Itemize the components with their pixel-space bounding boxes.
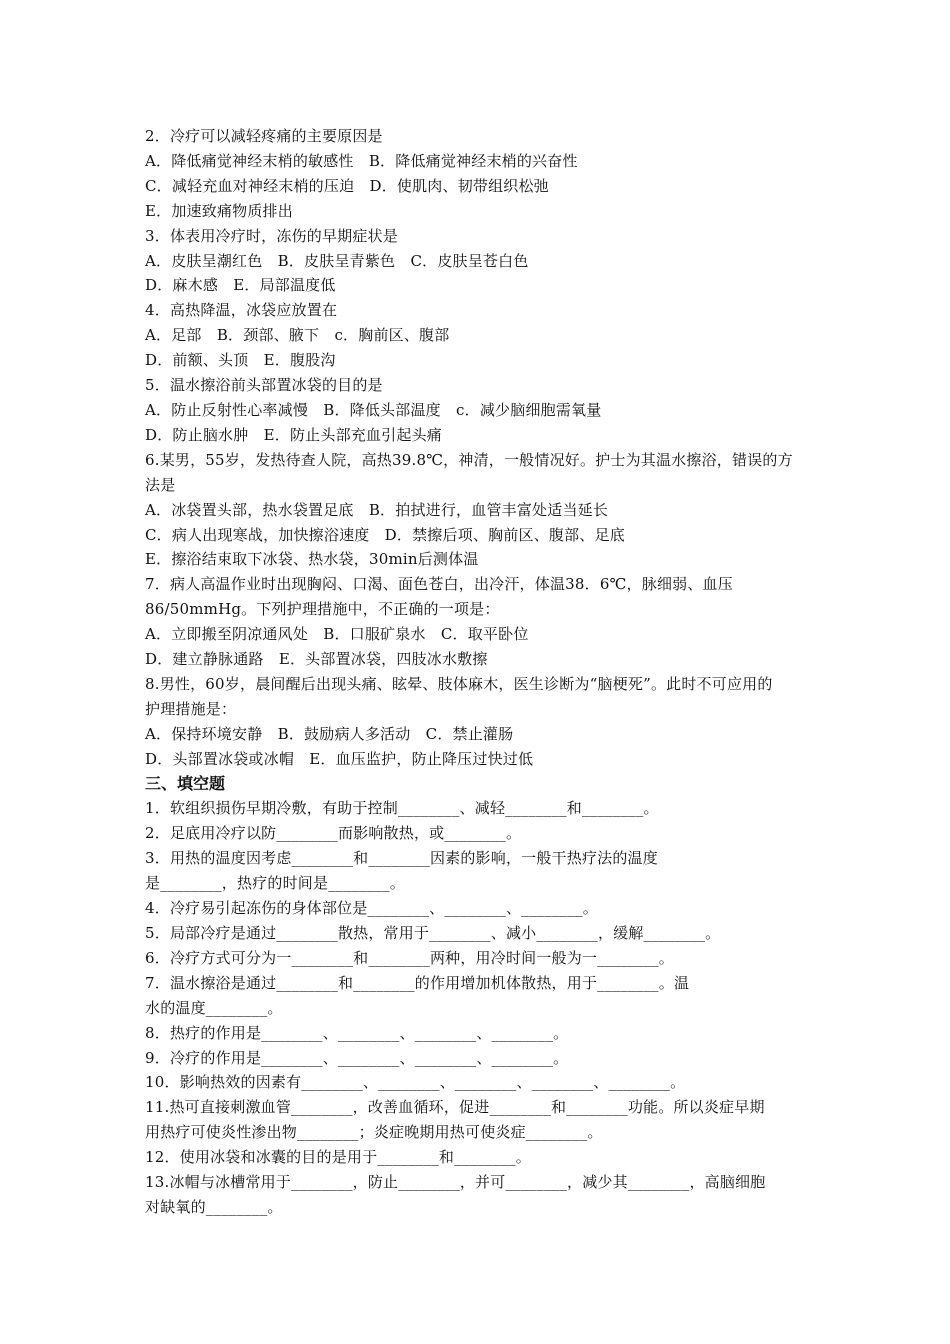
choice-question-6 [145, 448, 815, 573]
choice-question-5 [145, 373, 815, 448]
fill-line: 3．用热的温度因考虑________和________因素的影响，一般干热疗法的温度 [145, 849, 658, 868]
fill-line: 2．足底用冷疗以防________而影响散热，或________。 [145, 824, 522, 843]
fill-line: 对缺氧的________。 [145, 1197, 283, 1216]
answer-options: A．降低痛觉神经末梢的敏感性 B．降低痛觉神经末梢的兴奋性 [145, 151, 578, 170]
answer-options: D．麻木感 E．局部温度低 [145, 276, 336, 295]
fill-line: 4．冷疗易引起冻伤的身体部位是________、________、________。 [145, 899, 598, 918]
fill-question-12 [145, 1145, 815, 1170]
fill-line: 9．冷疗的作用是________、________、________、________。 [145, 1048, 569, 1067]
question-stem: 2．冷疗可以减轻疼痛的主要原因是 [145, 127, 383, 145]
fill-line: 7．温水擦浴是通过________和________的作用增加机体散热，用于________。温 [145, 973, 690, 992]
fill-question-11 [145, 1095, 815, 1145]
fill-line: 10．影响热效的因素有________、________、________、________、________。 [145, 1073, 686, 1092]
question-stem-continued: 护理措施是： [145, 699, 237, 718]
choice-question-2 [145, 124, 815, 224]
answer-options: A．防止反射性心率减慢 B．降低头部温度 c．减少脑细胞需氧量 [145, 400, 602, 419]
fill-line: 是________，热疗的时间是________。 [145, 874, 406, 893]
question-stem: 4．高热降温，冰袋应放置在 [145, 301, 338, 320]
choice-question-4 [145, 298, 815, 373]
fill-question-3 [145, 846, 815, 896]
fill-question-6 [145, 946, 815, 971]
question-stem: 8.男性，60岁，晨间醒后出现头痛、眩晕、肢体麻木，医生诊断为“脑梗死”。此时不可应用的 [145, 674, 773, 693]
choice-question-8 [145, 672, 815, 772]
fill-question-9 [145, 1046, 815, 1071]
fill-question-4 [145, 896, 815, 921]
fill-question-2 [145, 821, 815, 846]
question-stem: 6.某男，55岁，发热待查人院，高热39.8℃，神清，一般情况好。护士为其温水擦浴，错误的方 [145, 450, 793, 469]
fill-line: 13.冰帽与冰槽常用于________，防止________，并可________，减少其________，高脑细胞 [145, 1173, 766, 1192]
question-stem: 5．温水擦浴前头部置冰袋的目的是 [145, 376, 383, 395]
question-stem: 7．病人高温作业时出现胸闷、口渴、面色苍白，出冷汗，体温38．6℃，脉细弱、血压 [145, 575, 733, 594]
fill-question-7 [145, 971, 815, 1021]
answer-options: A．保持环境安静 B．鼓励病人多活动 C．禁止灌肠 [145, 724, 514, 743]
answer-options: D．防止脑水肿 E．防止头部充血引起头痛 [145, 425, 442, 444]
fill-line: 水的温度________。 [145, 998, 283, 1017]
answer-options: D．头部置冰袋或冰帽 E．血压监护，防止降压过快过低 [145, 749, 534, 768]
choice-question-7 [145, 572, 815, 672]
fill-question-5 [145, 921, 815, 946]
fill-question-1 [145, 796, 815, 821]
fill-line: 11.热可直接刺激血管________，改善血循环，促进________和________功能。所以炎症早期 [145, 1098, 765, 1117]
fill-line: 5．局部冷疗是通过________散热，常用于________、减小________，缓解________。 [145, 924, 721, 942]
answer-options: E．擦浴结束取下冰袋、热水袋，30min后测体温 [145, 550, 479, 569]
answer-options: D．建立静脉通路 E．头部置冰袋，四肢冰水敷擦 [145, 650, 488, 669]
fill-question-8 [145, 1021, 815, 1046]
answer-options: E．加速致痛物质排出 [145, 201, 293, 220]
choice-question-3 [145, 224, 815, 299]
answer-options: C．病人出现寒战，加快擦浴速度 D．禁擦后项、胸前区、腹部、足底 [145, 525, 625, 544]
fill-line: 12．使用冰袋和冰囊的目的是用于________和________。 [145, 1148, 531, 1167]
section-heading-fill-in: 三、填空题 [145, 773, 226, 793]
question-stem-continued: 86/50mmHg。下列护理措施中，不正确的一项是： [145, 600, 500, 619]
question-stem-continued: 法是 [145, 475, 176, 494]
answer-options: D．前额、头顶 E．腹股沟 [145, 351, 336, 370]
answer-options: C．减轻充血对神经末梢的压迫 D．使肌肉、韧带组织松弛 [145, 176, 549, 195]
answer-options: A．立即搬至阴凉通风处 B．口服矿泉水 C．取平卧位 [145, 625, 529, 644]
answer-options: A．足部 B．颈部、腋下 c．胸前区、腹部 [145, 326, 450, 345]
fill-line: 用热疗可使炎性渗出物________；炎症晚期用热可使炎症________。 [145, 1123, 603, 1142]
fill-line: 6．冷疗方式可分为一________和________两种，用冷时间一般为一________。 [145, 948, 674, 967]
fill-question-13 [145, 1170, 815, 1220]
question-stem: 3．体表用冷疗时，冻伤的早期症状是 [145, 226, 398, 245]
fill-question-10 [145, 1070, 815, 1095]
answer-options: A．皮肤呈潮红色 B．皮肤呈青紫色 C．皮肤呈苍白色 [145, 251, 529, 270]
fill-line: 1．软组织损伤早期冷敷，有助于控制________、减轻________和________。 [145, 799, 659, 818]
fill-line: 8．热疗的作用是________、________、________、________。 [145, 1023, 569, 1042]
answer-options: A．冰袋置头部，热水袋置足底 B．拍拭进行，血管丰富处适当延长 [145, 500, 609, 519]
document-content [145, 124, 815, 1220]
